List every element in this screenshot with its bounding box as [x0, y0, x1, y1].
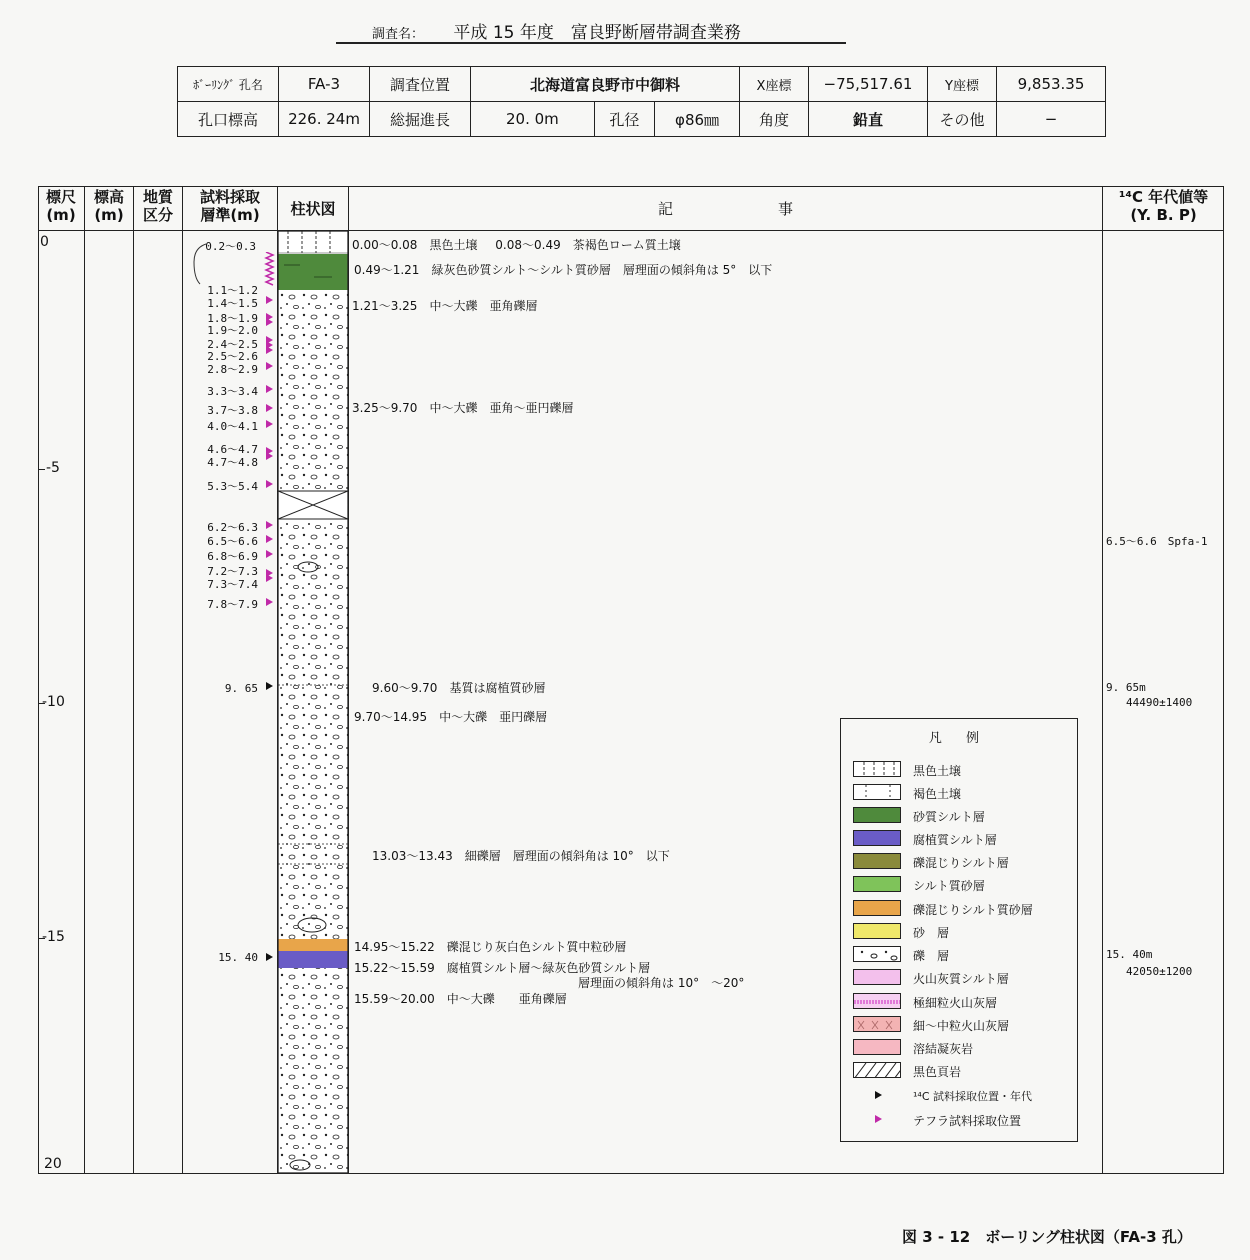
- description-line: 0.49～1.21 緑灰色砂質シルト～シルト質砂層 層理面の傾斜角は 5° 以下: [354, 263, 773, 277]
- legend-label: 黒色頁岩: [913, 1065, 962, 1079]
- header-age: ¹⁴C 年代値等 (Y. B. P): [1118, 188, 1209, 224]
- legend-title: 凡 例: [928, 731, 990, 746]
- description-line: 層理面の傾斜角は 10° ～20°: [578, 976, 745, 990]
- tephra-continuous-marker: [264, 252, 276, 288]
- tephra-marker: [266, 598, 273, 606]
- value-y: 9,853.35: [997, 67, 1106, 102]
- tephra-marker-icon: [875, 1115, 882, 1123]
- col-divider: [182, 186, 183, 1174]
- scale-label: -5: [46, 460, 60, 476]
- legend-label: シルト質砂層: [913, 879, 985, 893]
- legend-label: 火山灰質シルト層: [913, 972, 1009, 986]
- sample-depth: 2.8～2.9: [207, 363, 258, 376]
- info-row-1: [178, 67, 1106, 102]
- scale-label: 20: [44, 1156, 62, 1172]
- humic-silt-swatch: [853, 830, 901, 846]
- sand-swatch: [853, 923, 901, 939]
- sample-depth: 1.1～1.2: [207, 284, 258, 297]
- value-collar-elev: 226. 24m: [279, 102, 370, 137]
- sample-depth: 2.5～2.6: [207, 350, 258, 363]
- tephra-marker: [266, 535, 273, 543]
- legend-label: ¹⁴C 試料採取位置・年代: [913, 1090, 1032, 1103]
- tephra-marker: [266, 452, 273, 460]
- sample-depth: 2.4～2.5: [207, 338, 258, 351]
- header-column: 柱状図: [290, 200, 336, 218]
- sample-depth: 6.8～6.9: [207, 550, 258, 563]
- brown-soil-swatch: [853, 784, 901, 800]
- sample-depth: 4.6～4.7: [207, 443, 258, 456]
- value-borehole-name: FA-3: [279, 67, 370, 102]
- description-line: 14.95～15.22 礫混じり灰白色シルト質中粒砂層: [354, 940, 627, 954]
- col-divider: [348, 186, 349, 1174]
- value-location: 北海道富良野市中御料: [471, 67, 740, 102]
- legend-label: 褐色土壌: [913, 787, 962, 801]
- legend-label: テフラ試料採取位置: [913, 1114, 1022, 1128]
- sample-depth: 1.8～1.9: [207, 312, 258, 325]
- black-shale-swatch: [853, 1062, 901, 1078]
- tephra-marker: [266, 404, 273, 412]
- sample-depth: 4.7～4.8: [207, 456, 258, 469]
- description-text: 0.00～0.08 黒色土壌: [352, 238, 478, 252]
- sample-depth: 6.5～6.6: [207, 535, 258, 548]
- volcanic-silt-swatch: [853, 969, 901, 985]
- col-divider: [1102, 186, 1103, 1174]
- gravelly-silty-sand-swatch: [853, 900, 901, 916]
- sample-depth: 6.2～6.3: [207, 521, 258, 534]
- age-value: 44490±1400: [1126, 696, 1193, 709]
- label-diameter: 孔径: [594, 102, 654, 137]
- sample-depth: 1.9～2.0: [207, 324, 258, 337]
- col-divider: [133, 186, 134, 1174]
- label-other: その他: [928, 102, 997, 137]
- tephra-marker: [266, 550, 273, 558]
- value-x: −75,517.61: [809, 67, 928, 102]
- header-scale: 標尺 (m): [45, 188, 76, 224]
- legend-label: 腐植質シルト層: [913, 833, 997, 847]
- description-line: 13.03～13.43 細礫層 層理面の傾斜角は 10° 以下: [372, 849, 670, 863]
- survey-title: [336, 18, 846, 44]
- legend-box: [840, 718, 1078, 1142]
- sample-bracket: [190, 242, 270, 287]
- info-row-2: [178, 102, 1106, 137]
- tephra-marker: [266, 362, 273, 370]
- label-angle: 角度: [740, 102, 809, 137]
- label-location: 調査位置: [370, 67, 471, 102]
- age-value: 6.5～6.6 Spfa-1: [1106, 535, 1208, 548]
- label-total-depth: 総掘進長: [370, 102, 471, 137]
- description-line: 3.25～9.70 中～大礫 亜角～亜円礫層: [352, 401, 574, 415]
- borehole-info-table: [177, 66, 1106, 137]
- tephra-marker: [266, 574, 273, 582]
- tephra-marker: [266, 346, 273, 354]
- age-depth: 9. 65m: [1106, 681, 1146, 694]
- legend-label: 礫 層: [913, 949, 950, 963]
- label-x: X座標: [740, 67, 809, 102]
- c14-marker: [266, 953, 273, 961]
- tephra-marker: [266, 296, 273, 304]
- legend-label: 礫混じりシルト質砂層: [913, 903, 1033, 917]
- legend-label: 砂 層: [913, 926, 950, 940]
- sample-depth: 3.7～3.8: [207, 404, 258, 417]
- sample-depth-c14: 15. 40: [218, 951, 258, 964]
- sample-depth: 3.3～3.4: [207, 385, 258, 398]
- legend-label: 礫混じりシルト層: [913, 856, 1009, 870]
- scale-label: -15: [42, 929, 65, 945]
- age-value: 42050±1200: [1126, 965, 1193, 978]
- legend-label: 砂質シルト層: [913, 810, 985, 824]
- description-line: 9.60～9.70 基質は腐植質砂層: [372, 681, 546, 695]
- legend-label: 極細粒火山灰層: [913, 996, 998, 1010]
- c14-marker: [266, 682, 273, 690]
- sample-depth: 7.3～7.4: [207, 578, 258, 591]
- sample-depth: 1.4～1.5: [207, 297, 258, 310]
- age-depth: 15. 40m: [1106, 948, 1153, 961]
- sample-depth: 5.3～5.4: [207, 480, 258, 493]
- survey-name: 平成 15 年度 富良野断層帯調査業務: [453, 23, 741, 43]
- scale-label: 0: [40, 234, 49, 250]
- label-y: Y座標: [928, 67, 997, 102]
- scale-tick: [38, 469, 45, 470]
- black-soil-swatch: [853, 761, 901, 777]
- figure-caption: 図 3 - 12 ボーリング柱状図（FA-3 孔）: [902, 1228, 1192, 1246]
- header-sample: 試料採取 層準(m): [199, 188, 260, 224]
- header-geology: 地質 区分: [142, 188, 173, 224]
- fine-ash-swatch: [853, 993, 901, 1009]
- tephra-marker: [266, 385, 273, 393]
- survey-label: 調査名：: [372, 27, 425, 42]
- gravelly-silt-swatch: [853, 853, 901, 869]
- description-text: 0.08～0.49 茶褐色ローム質土壌: [495, 238, 681, 252]
- sample-depth-c14: 9. 65: [224, 682, 258, 695]
- sample-depth: 7.8～7.9: [207, 598, 258, 611]
- gravel-swatch: [853, 946, 901, 962]
- value-angle: 鉛直: [809, 102, 928, 137]
- header-elevation: 標高 (m): [93, 188, 124, 224]
- medium-ash-swatch: [853, 1016, 901, 1032]
- description-line: 15.59～20.00 中～大礫 亜角礫層: [354, 992, 567, 1006]
- value-diameter: φ86㎜: [655, 102, 740, 137]
- silty-sand-swatch: [853, 876, 901, 892]
- description-line: 15.22～15.59 腐植質シルト層～緑灰色砂質シルト層: [354, 961, 651, 975]
- scale-label: -10: [42, 694, 65, 710]
- legend-label: 細～中粒火山灰層: [913, 1019, 1010, 1033]
- sample-depth: 0.2～0.3: [205, 240, 256, 253]
- welded-tuff-swatch: [853, 1039, 901, 1055]
- value-other: −: [997, 102, 1106, 137]
- description-line: 9.70～14.95 中～大礫 亜円礫層: [354, 710, 548, 724]
- value-total-depth: 20. 0m: [471, 102, 595, 137]
- tephra-marker: [266, 420, 273, 428]
- header-description: 記 事: [657, 200, 793, 218]
- description-line: [352, 236, 695, 253]
- tephra-marker: [266, 480, 273, 488]
- sample-depth: 7.2～7.3: [207, 565, 258, 578]
- tephra-marker: [266, 521, 273, 529]
- description-line: 1.21～3.25 中～大礫 亜角礫層: [352, 299, 538, 313]
- header-divider: [38, 230, 1224, 231]
- legend-label: 溶結凝灰岩: [913, 1042, 974, 1056]
- tephra-marker: [266, 318, 273, 326]
- legend-label: 黒色土壌: [913, 764, 962, 778]
- label-collar-elev: 孔口標高: [178, 102, 279, 137]
- col-divider: [84, 186, 85, 1174]
- c14-marker-icon: [875, 1091, 882, 1099]
- sandy-silt-swatch: [853, 807, 901, 823]
- sample-depth: 4.0～4.1: [207, 420, 258, 433]
- label-borehole-name: ﾎﾞｰﾘﾝｸﾞ 孔名: [178, 67, 279, 102]
- lithology-column: [278, 231, 348, 1173]
